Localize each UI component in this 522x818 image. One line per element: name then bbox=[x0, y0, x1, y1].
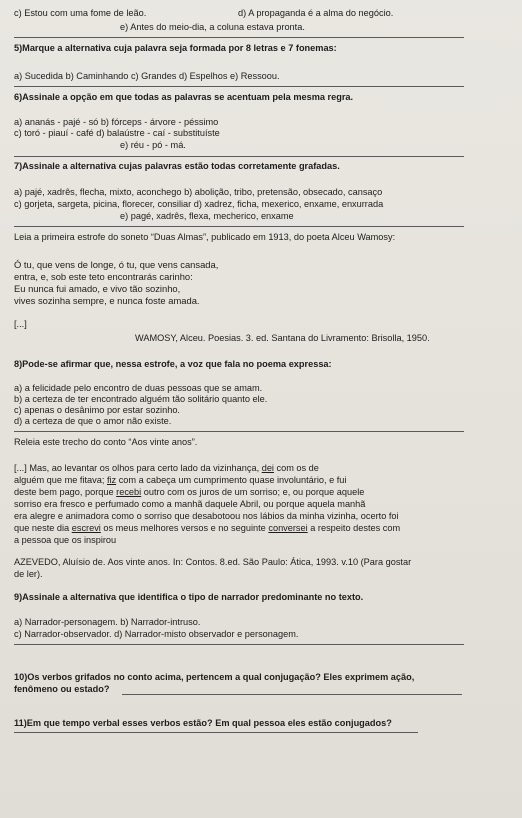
question-8-option-a: a) a felicidade pelo encontro de duas pessoas que se amam. bbox=[14, 383, 263, 393]
underlined-verb: fiz bbox=[106, 475, 117, 485]
question-5: 5)Marque a alternativa cuja palavra seja formada por 8 letras e 7 fonemas: bbox=[14, 43, 337, 53]
question-7: 7)Assinale a alternativa cujas palavras estão todas corretamente grafadas. bbox=[14, 161, 340, 171]
question-8-option-b: b) a certeza de ter encontrado alguém tão solitário quanto ele. bbox=[14, 394, 268, 404]
story-text: alguém que me fitava; bbox=[14, 475, 107, 485]
poem-reference: WAMOSY, Alceu. Poesias. 3. ed. Santana do Livramento: Brisolla, 1950. bbox=[135, 333, 430, 343]
question-8-option-d: d) a certeza de que o amor não existe. bbox=[14, 416, 172, 426]
story-text: a respeito destes com bbox=[307, 523, 401, 533]
story-line-7: a pessoa que os inspirou bbox=[14, 535, 117, 545]
story-text: deste bem pago, porque bbox=[14, 487, 117, 497]
underlined-verb: escrevi bbox=[71, 523, 101, 533]
question-7-line-3: e) pagé, xadrês, flexa, mecherico, enxame bbox=[120, 211, 294, 221]
question-7-line-2: c) gorjeta, sargeta, picina, florecer, consiliar d) xadrez, ficha, mexerico, enxame, enxurrada bbox=[14, 199, 384, 209]
story-text: com os de bbox=[273, 463, 319, 473]
poem-verse-4: vives sozinha sempre, e nunca foste amada. bbox=[14, 295, 200, 306]
divider bbox=[14, 86, 464, 87]
story-text: [...] Mas, ao levantar os olhos para certo lado da vizinhança, bbox=[14, 463, 262, 473]
story-line-1 bbox=[14, 463, 319, 475]
question-10-line-2: fenômeno ou estado? bbox=[14, 684, 110, 694]
divider bbox=[14, 37, 464, 38]
story-text: outro com os juros de um sorriso; e, ou porque aquele bbox=[141, 487, 365, 497]
divider bbox=[14, 156, 464, 157]
question-8-option-c: c) apenas o desânimo por estar sozinho. bbox=[14, 405, 180, 415]
divider bbox=[14, 644, 464, 645]
story-reference-1: AZEVEDO, Aluísio de. Aos vinte anos. In: Contos. 8.ed. São Paulo: Ática, 1993. v.10 (Para gostar bbox=[14, 557, 412, 567]
story-intro: Releia este trecho do conto “Aos vinte anos”. bbox=[14, 437, 198, 447]
story-text: com a cabeça um cumprimento quase involuntário, e fui bbox=[116, 475, 347, 485]
answer-line[interactable] bbox=[122, 694, 462, 695]
poem-ellipsis: [...] bbox=[14, 319, 27, 329]
option-d-prev: d) A propaganda é a alma do negócio. bbox=[238, 8, 394, 18]
question-10-line-1: 10)Os verbos grifados no conto acima, pertencem a qual conjugação? Eles exprimem ação, bbox=[14, 672, 415, 682]
story-line-3 bbox=[14, 487, 364, 499]
story-line-2 bbox=[14, 475, 346, 487]
option-e-prev: e) Antes do meio-dia, a coluna estava pronta. bbox=[120, 22, 305, 32]
underlined-verb: conversei bbox=[268, 523, 308, 533]
question-7-line-1: a) pajé, xadrês, flecha, mixto, aconchego b) abolição, tribo, pretensão, obsecado, cansaço bbox=[14, 187, 383, 197]
question-6-line-3: e) réu - pó - má. bbox=[120, 140, 186, 150]
answer-line[interactable] bbox=[14, 732, 418, 733]
question-5-options: a) Sucedida b) Caminhando c) Grandes d) Espelhos e) Ressoou. bbox=[14, 71, 280, 81]
underlined-verb: recebi bbox=[116, 487, 142, 497]
question-11: 11)Em que tempo verbal esses verbos estão? Em qual pessoa eles estão conjugados? bbox=[14, 718, 392, 728]
story-text: que neste dia bbox=[14, 523, 72, 533]
story-reference-2: de ler). bbox=[14, 569, 43, 579]
question-9-line-2: c) Narrador-observador. d) Narrador-misto observador e personagem. bbox=[14, 629, 299, 639]
question-6-line-2: c) toró - piauí - café d) balaústre - caí - substituíste bbox=[14, 128, 220, 138]
divider bbox=[14, 226, 464, 227]
question-9: 9)Assinale a alternativa que identifica o tipo de narrador predominante no texto. bbox=[14, 592, 364, 602]
question-6-line-1: a) ananás - pajé - só b) fórceps - árvore - péssimo bbox=[14, 117, 219, 127]
underlined-verb: dei bbox=[261, 463, 274, 473]
poem-verse-1: Ó tu, que vens de longe, ó tu, que vens cansada, bbox=[14, 259, 219, 270]
question-8: 8)Pode-se afirmar que, nessa estrofe, a voz que fala no poema expressa: bbox=[14, 359, 332, 369]
story-line-5: era alegre e animadora como o sorriso que desabotoou nos lábios da minha vizinha, ocerto foi bbox=[14, 511, 399, 521]
story-text: os meus melhores versos e no seguinte bbox=[100, 523, 269, 533]
poem-intro: Leia a primeira estrofe do soneto “Duas Almas”, publicado em 1913, do poeta Alceu Wamosy: bbox=[14, 232, 396, 242]
story-line-4: sorriso era fresco e perfumado como a manhã daquele Abril, ou porque aquela manhã bbox=[14, 499, 366, 509]
poem-verse-3: Eu nunca fui amado, e vivo tão sozinho, bbox=[14, 283, 181, 294]
poem-verse-2: entra, e, sob este teto encontrarás carinho: bbox=[14, 271, 193, 282]
story-line-6 bbox=[14, 523, 400, 535]
question-6: 6)Assinale a opção em que todas as palavras se acentuam pela mesma regra. bbox=[14, 92, 354, 102]
divider bbox=[14, 431, 464, 432]
option-c-prev: c) Estou com uma fome de leão. bbox=[14, 8, 147, 18]
question-9-line-1: a) Narrador-personagem. b) Narrador-intruso. bbox=[14, 617, 201, 627]
